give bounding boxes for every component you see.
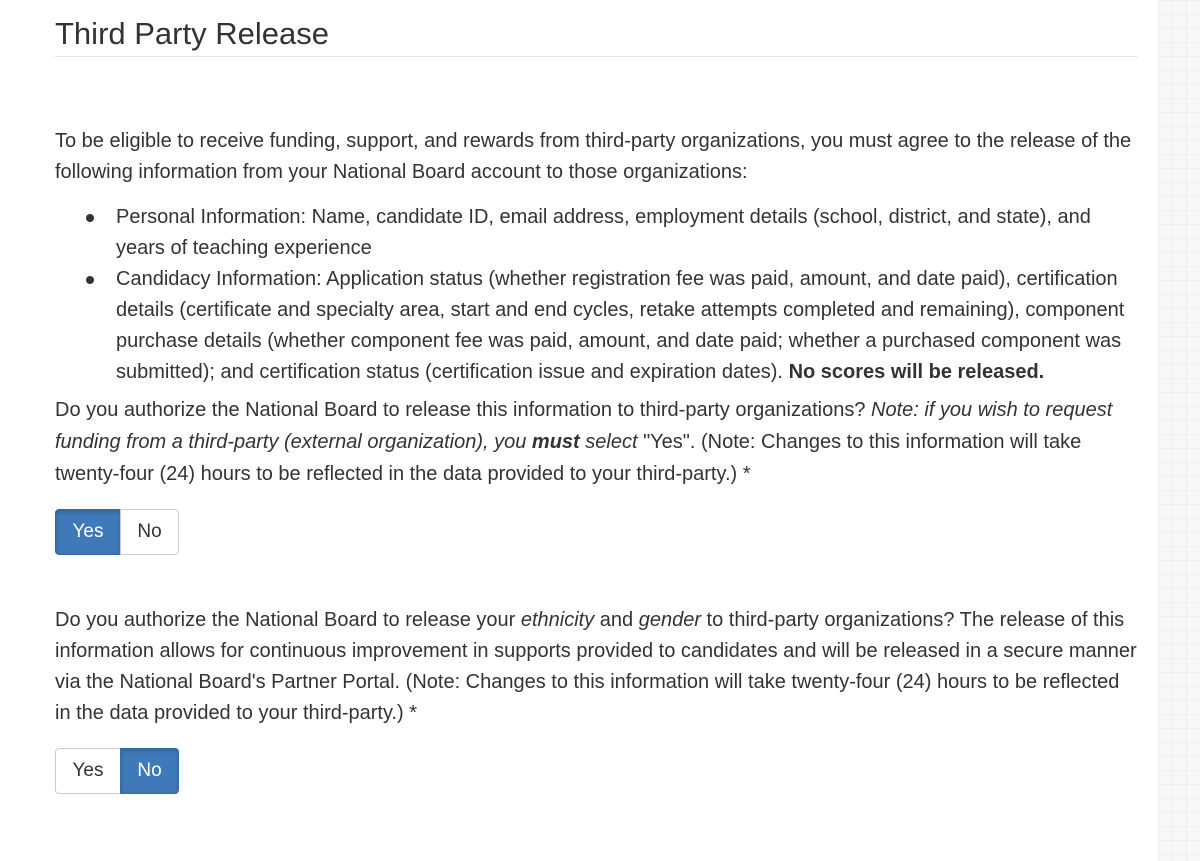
question-release-ethnicity-gender <box>55 605 1140 729</box>
title-divider <box>55 56 1138 57</box>
release-information-toggle <box>55 509 179 555</box>
note-yes-quote: "Yes". <box>643 431 696 453</box>
question2-lead: Do you authorize the National Board to release your <box>55 609 521 631</box>
question2-tail: to third-party organizations? The release of this information allows for continuous improvement in supports provided to candidates and will be released in a secure manner via the National Board's Partner Portal. (Note: Changes to this information will take twenty-four (24) hours to be reflected in the data provided to your third-party.) * <box>55 609 1137 724</box>
bullet-icon <box>86 276 94 284</box>
conjunction-text: and <box>594 609 639 631</box>
list-item-text: Candidacy Information: Application status (whether registration fee was paid, amount, and date paid), certification details (certificate and specialty area, start and end cycles, retake attempts completed and remaining), component purchase details (whether component fee was paid, amount, and date paid; whether a purchased component was submitted); and certification status (certification issue and expiration dates). <box>116 268 1125 383</box>
ethnicity-term: ethnicity <box>520 609 595 631</box>
list-item-text: Personal Information: Name, candidate ID, email address, employment details (school, district, and state), and years of teaching experience <box>116 206 1091 259</box>
release-ethnicity-gender-yes-button[interactable]: Yes <box>55 748 121 794</box>
release-information-no-button[interactable]: No <box>120 509 179 555</box>
background-grid-strip <box>1158 0 1200 861</box>
no-scores-emphasis: No scores will be released. <box>788 361 1045 383</box>
note-text-select: select <box>579 431 644 453</box>
release-form <box>55 126 1140 794</box>
note-must: must <box>531 431 580 453</box>
gender-term: gender <box>638 609 701 631</box>
bullet-icon <box>86 214 94 222</box>
release-ethnicity-gender-no-button[interactable]: No <box>120 748 179 794</box>
list-item-personal-information <box>116 202 1140 264</box>
question-lead: Do you authorize the National Board to release this information to third-party organizations? <box>55 399 872 421</box>
page-title: Third Party Release <box>55 16 329 51</box>
release-ethnicity-gender-toggle <box>55 748 179 794</box>
note-text: Note: if you wish to request funding from a third-party (external organization), you <box>55 399 1113 453</box>
release-information-yes-button[interactable]: Yes <box>55 509 121 555</box>
question-tail: (Note: Changes to this information will take twenty-four (24) hours to be reflected in the data provided to your third-party.) * <box>55 431 1082 485</box>
list-item-candidacy-information <box>116 264 1140 388</box>
intro-text: To be eligible to receive funding, support, and rewards from third-party organizations, you must agree to the release of the following information from your National Board account to those organizations: <box>55 130 1132 183</box>
question-release-information <box>55 394 1140 490</box>
information-list <box>55 202 1140 388</box>
